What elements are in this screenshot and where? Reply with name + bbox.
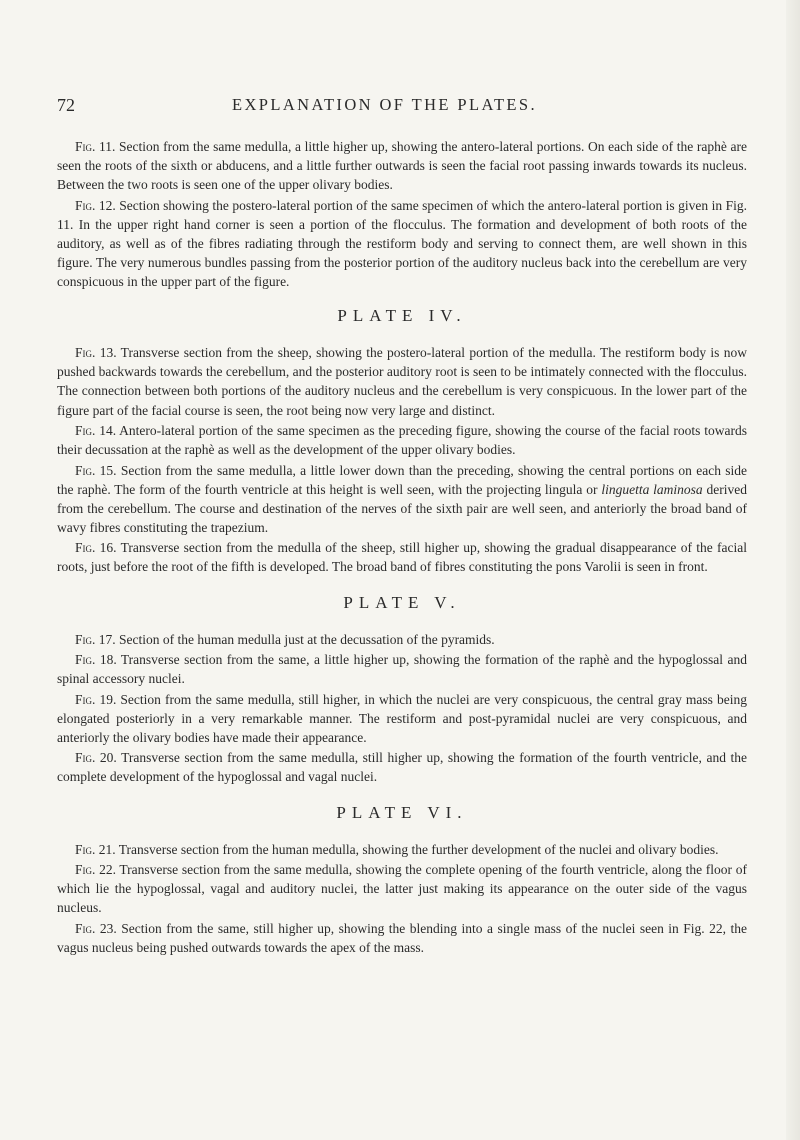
figure-description — [57, 840, 747, 859]
figure-text: Section from the same medulla, a little lower down than the preceding, showing the central portions on each side the raphè. The form of the fourth ventricle at this height is well seen, with the projecting lingula or — [57, 462, 747, 497]
page-header — [57, 95, 747, 119]
figure-text: Section of the human medulla just at the decussation of the pyramids. — [115, 631, 495, 647]
figure-description — [57, 650, 747, 688]
figure-label: Fig. 16. — [75, 540, 117, 556]
figure-description — [57, 137, 747, 194]
figure-description — [57, 196, 747, 291]
figure-description — [57, 461, 747, 537]
plate-heading: PLATE V. — [343, 592, 461, 612]
running-head: EXPLANATION OF THE PLATES. — [231, 95, 538, 114]
figure-label: Fig. 18. — [75, 652, 117, 668]
figure-label: Fig. 14. — [75, 423, 117, 438]
figure-text: Transverse section from the same medulla, still higher up, showing the formation of the fourth ventricle, and the complete development of the hypoglossal and vagal nuclei. — [57, 750, 747, 785]
latin-term: linguetta laminosa — [601, 481, 703, 497]
figure-text: Transverse section from the same medulla, showing the complete opening of the fourth ventricle, along the floor of which lie the hypoglossal, vagal and auditory nuclei, the latter just making its appearance on the outer side of the vagus nucleus. — [57, 862, 747, 916]
plate-heading: PLATE IV. — [337, 306, 467, 326]
figure-text: Section from the same, still higher up, showing the blending into a single mass of the nuclei seen in Fig. 22, the vagus nucleus being pushed outwards towards the apex of the mass. — [57, 920, 748, 955]
page-number: 72 — [57, 95, 75, 115]
figure-description — [57, 630, 747, 649]
figure-label: Fig. 17. — [75, 631, 116, 647]
figure-label: Fig. 19. — [75, 691, 117, 707]
figure-label: Fig. 12. — [75, 197, 116, 213]
page-body — [57, 137, 747, 957]
figure-label: Fig. 23. — [75, 920, 117, 936]
figure-text: Section from the same medulla, still higher, in which the nuclei are very conspicuous, the central gray mass being elongated posteriorly in a very remarkable manner. The restiform and post-pyramidal nuclei are very conspicuous, and anteriorly the olivary bodies have made their appearance. — [57, 691, 747, 745]
figure-label: Fig. 13. — [75, 345, 117, 361]
figure-text: Transverse section from the medulla of the sheep, still higher up, showing the gradual disappearance of the facial roots, just before the root of the fifth is developed. The broad band of fibres constituting the pons Varolii is seen in front. — [57, 540, 747, 575]
figure-label: Fig. 21. — [75, 841, 116, 857]
figure-label: Fig. 22. — [75, 862, 116, 878]
figure-text: Transverse section from the sheep, showing the postero-lateral portion of the medulla. The restiform body is now pushed backwards towards the cerebellum, and the posterior auditory root is seen to be intimately connected with the flocculus. The connection between both portions of the auditory nucleus and the cerebellum is very conspicuous. In the lower part of the figure part of the facial course is seen, the root being now very large and distinct. — [57, 345, 748, 418]
figure-text: Transverse section from the same, a little higher up, showing the formation of the raphè and the hypoglossal and spinal accessory nuclei. — [57, 652, 747, 687]
figure-description — [57, 919, 747, 957]
figure-text: Section from the same medulla, a little higher up, showing the antero-lateral portions. On each side of the raphè are seen the roots of the sixth or abducens, and a little further outwards is seen the facial root passing inwards towards its nucleus. Between the two roots is seen one of the upper olivary bodies. — [57, 139, 747, 193]
figure-label: Fig. 20. — [75, 750, 117, 766]
figure-description — [57, 860, 747, 917]
figure-description — [57, 421, 747, 459]
figure-text-continued: derived from the cerebellum. The course and destination of the nerves of the sixth pair are well seen, and anteriorly the broad band of wavy fibres constituting the trapezium. — [57, 481, 747, 535]
figure-text: Section showing the postero-lateral portion of the same specimen of which the antero-lateral portion is given in Fig. 11. In the upper right hand corner is seen a portion of the flocculus. The formation and development of both roots of the auditory, as well as of the fibres radiating through the restiform body and serving to connect them, are well shown in this figure. The very numerous bundles passing from the posterior portion of the auditory nucleus back into the cerebellum are very conspicuous in the upper part of the figure. — [57, 197, 747, 290]
figure-description — [57, 748, 747, 786]
figure-description — [57, 538, 747, 576]
figure-label: Fig. 11. — [75, 139, 116, 154]
page-edge-shadow — [786, 0, 800, 1140]
figure-description — [57, 343, 747, 419]
figure-description — [57, 690, 747, 747]
figure-text: Transverse section from the human medulla, showing the further development of the nuclei and olivary bodies. — [115, 841, 719, 857]
figure-text: Antero-lateral portion of the same specimen as the preceding figure, showing the course of the facial roots towards their decussation at the raphè as well as the development of the upper olivary bodies. — [57, 423, 747, 458]
figure-label: Fig. 15. — [75, 462, 117, 478]
plate-heading: PLATE VI. — [336, 802, 468, 822]
